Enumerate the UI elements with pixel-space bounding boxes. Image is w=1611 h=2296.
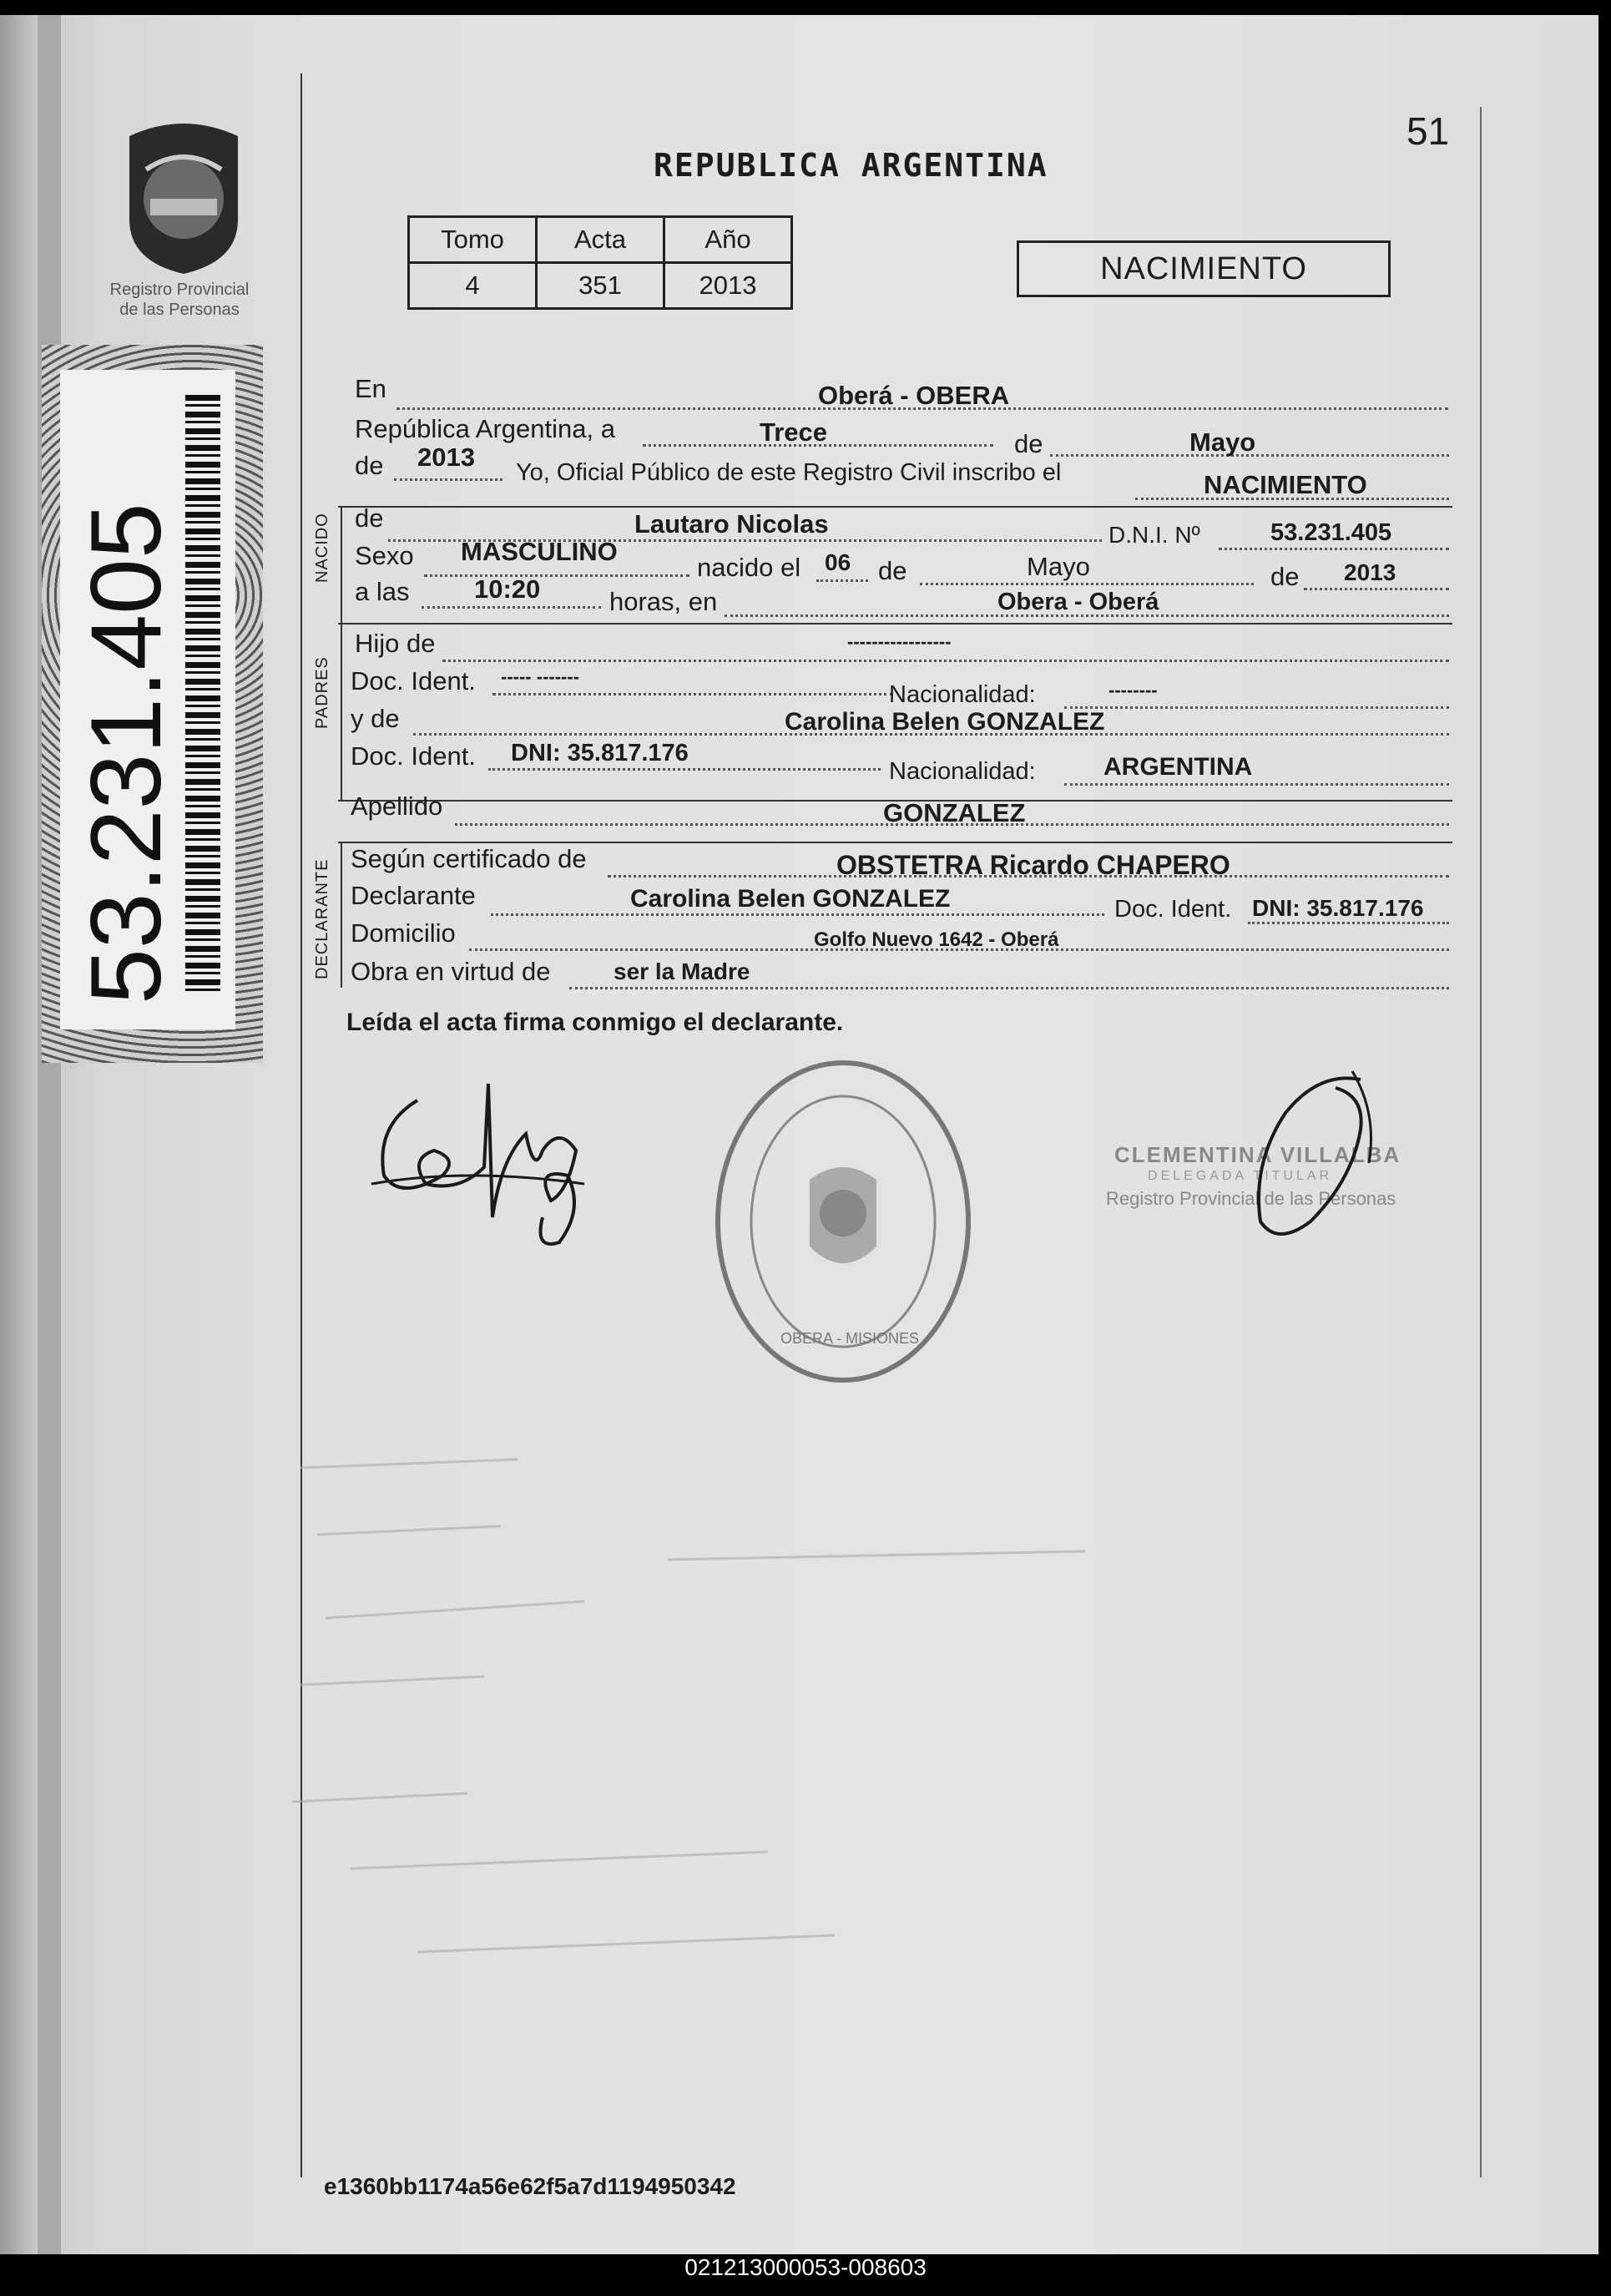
official-signature bbox=[1235, 1063, 1394, 1255]
value-anio-inscripcion: 2013 bbox=[417, 443, 475, 472]
value-padre: ----------------- bbox=[847, 631, 952, 652]
barcode-tab bbox=[42, 345, 263, 1063]
label-nacido-de: de bbox=[878, 556, 907, 585]
logo-caption-2: de las Personas bbox=[119, 301, 240, 319]
value-nombre: Lautaro Nicolas bbox=[634, 509, 829, 539]
header-tomo: Tomo bbox=[409, 217, 537, 263]
label-apellido: Apellido bbox=[351, 791, 443, 821]
registry-table bbox=[407, 215, 793, 310]
label-sexo: Sexo bbox=[355, 541, 414, 570]
value-certificado: OBSTETRA Ricardo CHAPERO bbox=[836, 850, 1230, 880]
value-nacido-anio: 2013 bbox=[1344, 559, 1396, 585]
official-role: DELEGADA TITULAR bbox=[1148, 1169, 1333, 1183]
certificate-page bbox=[0, 15, 1598, 2254]
right-margin-line bbox=[1480, 107, 1482, 2177]
separator bbox=[341, 623, 342, 800]
value-tomo: 4 bbox=[409, 263, 537, 309]
scan-artifacts bbox=[250, 1434, 1169, 2102]
value-doc-ident-3: DNI: 35.817.176 bbox=[1252, 895, 1424, 921]
label-hijo-de: Hijo de bbox=[355, 629, 436, 658]
oficial-text: Yo, Oficial Público de este Registro Civil inscribo el bbox=[516, 459, 1062, 486]
value-madre: Carolina Belen GONZALEZ bbox=[785, 708, 1105, 736]
value-anio: 2013 bbox=[664, 263, 792, 309]
page-title: REPUBLICA ARGENTINA bbox=[654, 147, 1048, 184]
label-horas-en: horas, en bbox=[609, 587, 718, 616]
logo-caption-1: Registro Provincial bbox=[109, 281, 250, 299]
label-a-las: a las bbox=[355, 577, 410, 606]
label-doc-ident-1: Doc. Ident. bbox=[351, 666, 476, 695]
value-declarante: Carolina Belen GONZALEZ bbox=[630, 885, 951, 913]
document-hash: e1360bb1174a56e62f5a7d1194950342 bbox=[324, 2173, 736, 2199]
value-doc-ident-2: DNI: 35.817.176 bbox=[511, 740, 689, 766]
value-dia: Trece bbox=[760, 417, 828, 447]
label-doc-ident-3: Doc. Ident. bbox=[1114, 896, 1232, 923]
section-label-padres: PADRES bbox=[313, 656, 331, 729]
label-obra-en-virtud: Obra en virtud de bbox=[351, 957, 551, 986]
value-doc-ident-1: ----- ------- bbox=[501, 666, 580, 687]
separator bbox=[341, 506, 342, 623]
barcode bbox=[185, 395, 220, 996]
value-nacionalidad-1: -------- bbox=[1109, 680, 1158, 700]
separator bbox=[338, 842, 1452, 843]
header-acta: Acta bbox=[537, 217, 664, 263]
value-nacido-mes: Mayo bbox=[1027, 552, 1090, 581]
value-domicilio: Golfo Nuevo 1642 - Oberá bbox=[814, 928, 1059, 951]
separator bbox=[341, 842, 342, 988]
separator bbox=[338, 623, 1452, 625]
closing-statement: Leída el acta firma conmigo el declarante. bbox=[346, 1009, 844, 1036]
value-hora: 10:20 bbox=[474, 574, 541, 604]
value-mes: Mayo bbox=[1189, 427, 1256, 457]
label-de: de bbox=[1014, 429, 1043, 458]
value-sexo: MASCULINO bbox=[461, 537, 618, 566]
official-name: CLEMENTINA VILLALBA bbox=[1114, 1142, 1401, 1167]
label-doc-ident-2: Doc. Ident. bbox=[351, 741, 476, 771]
side-id-number: 53.231.405 bbox=[70, 503, 182, 1004]
coat-of-arms-icon bbox=[113, 119, 255, 278]
label-republica: República Argentina, a bbox=[355, 414, 615, 443]
stamp-text: OBERA - MISIONES bbox=[780, 1330, 920, 1347]
value-acta: 351 bbox=[537, 263, 664, 309]
label-de-2: de bbox=[355, 451, 384, 480]
value-nacido-dia: 06 bbox=[825, 549, 851, 575]
declarant-signature bbox=[367, 1075, 618, 1259]
section-label-declarante: DECLARANTE bbox=[313, 858, 331, 979]
separator bbox=[338, 506, 1452, 508]
value-lugar-inscripcion: Oberá - OBERA bbox=[818, 381, 1010, 410]
page-number: 51 bbox=[1406, 109, 1450, 153]
section-label-nacido: NACIDO bbox=[313, 513, 331, 583]
value-lugar-nacimiento: Obera - Oberá bbox=[997, 589, 1159, 615]
label-y-de: y de bbox=[351, 704, 400, 733]
label-en: En bbox=[355, 374, 386, 403]
footer-code: 021213000053-008603 bbox=[684, 2254, 927, 2280]
label-segun-certificado: Según certificado de bbox=[351, 844, 587, 873]
label-declarante: Declarante bbox=[351, 881, 476, 910]
header-anio: Año bbox=[664, 217, 792, 263]
value-apellido: GONZALEZ bbox=[883, 798, 1026, 827]
document-type-box: NACIMIENTO bbox=[1017, 240, 1391, 297]
value-dni: 53.231.405 bbox=[1270, 519, 1392, 546]
label-nombre: de bbox=[355, 503, 384, 533]
label-nacido-de-2: de bbox=[1270, 562, 1300, 591]
label-domicilio: Domicilio bbox=[351, 918, 456, 948]
label-nacido-el: nacido el bbox=[697, 553, 801, 582]
label-dni: D.N.I. Nº bbox=[1109, 522, 1200, 548]
official-office: Registro Provincial de las Personas bbox=[1106, 1188, 1396, 1209]
value-inscribe: NACIMIENTO bbox=[1204, 470, 1367, 499]
label-nacionalidad-2: Nacionalidad: bbox=[889, 758, 1036, 785]
value-nacionalidad-2: ARGENTINA bbox=[1103, 753, 1253, 781]
label-nacionalidad-1: Nacionalidad: bbox=[889, 681, 1036, 708]
official-stamp bbox=[701, 1046, 993, 1405]
value-obra: ser la Madre bbox=[614, 958, 750, 984]
